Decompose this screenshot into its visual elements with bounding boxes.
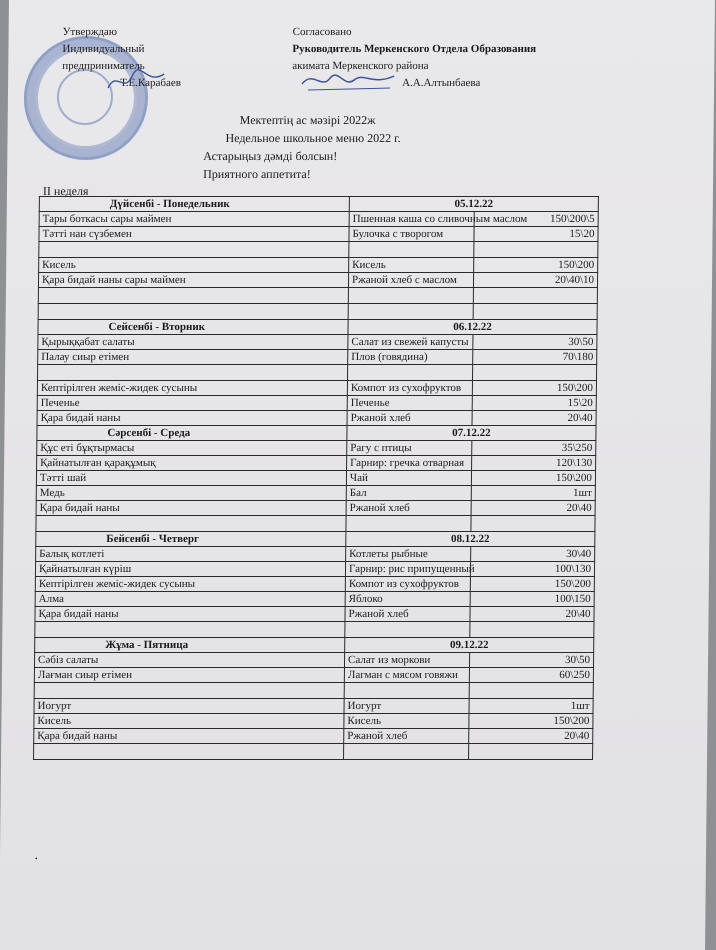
dish-kz: Палау сиыр етімен — [38, 350, 348, 365]
dish-ru: Компот из сухофруктов — [347, 381, 472, 396]
day-name: Бейсенбі - Четверг — [36, 532, 346, 547]
table-row — [35, 607, 594, 622]
dish-kz — [34, 683, 344, 699]
dish-kz — [36, 516, 346, 532]
day-header-row — [36, 532, 595, 547]
table-row — [37, 411, 596, 426]
dish-kz: Қайнатылған күріш — [35, 562, 345, 577]
portion-grams — [472, 365, 597, 381]
agreement-line: Согласовано — [292, 26, 352, 38]
dish-ru: Булочка с творогом — [349, 227, 474, 242]
table-row — [38, 350, 597, 365]
portion-grams: 150\200 — [470, 577, 595, 592]
dish-ru: Ржаной хлеб с маслом — [348, 273, 473, 288]
table-row — [34, 668, 593, 683]
dish-kz: Тәтті шай — [36, 471, 346, 486]
dish-ru: Ржаной хлеб — [344, 729, 469, 744]
dish-kz: Қара бидай наны — [34, 729, 344, 744]
dish-kz: Кисель — [34, 714, 344, 729]
portion-grams: 150\200 — [472, 381, 597, 396]
portion-grams: 120\130 — [471, 456, 596, 471]
dish-ru — [344, 744, 469, 760]
table-row — [36, 547, 595, 562]
table-row — [36, 471, 595, 486]
table-row — [39, 227, 598, 242]
dish-ru: Ржаной хлеб — [345, 607, 470, 622]
dish-ru — [349, 242, 474, 258]
portion-grams: 70\180 — [472, 350, 597, 365]
approval-line: Утверждаю — [62, 26, 118, 38]
menu-table — [33, 196, 599, 760]
day-date: 08.12.22 — [346, 532, 595, 547]
title-kz: Мектептің ас мәзірі 2022ж — [239, 113, 376, 127]
dish-kz: Тәтті нан сүзбемен — [39, 227, 349, 242]
dish-kz: Иогурт — [34, 699, 344, 714]
dish-ru: Ржаной хлеб — [347, 411, 472, 426]
table-row — [38, 335, 597, 350]
day-name: Сәрсенбі - Среда — [37, 426, 347, 441]
table-row — [39, 258, 598, 273]
dish-ru: Котлеты рыбные — [346, 547, 471, 562]
portion-grams: 20\40\10 — [473, 273, 598, 288]
table-row — [37, 381, 596, 396]
dish-kz — [35, 622, 345, 638]
dish-kz: Сәбіз салаты — [34, 653, 344, 668]
dish-ru: Рагу с птицы — [347, 441, 472, 456]
table-row — [38, 304, 597, 320]
table-row — [34, 714, 593, 729]
dish-kz: Қара бидай наны — [36, 501, 346, 516]
portion-grams — [470, 516, 595, 532]
portion-grams: 20\40 — [472, 411, 597, 426]
table-row — [34, 729, 593, 744]
portion-grams — [468, 744, 593, 760]
portion-grams: 150\200 — [471, 471, 596, 486]
approval-signer: Т.Е.Карабаев — [120, 77, 182, 89]
portion-grams: 20\40 — [468, 729, 593, 744]
portion-grams: 30\50 — [472, 335, 597, 350]
table-row — [34, 699, 593, 714]
portion-grams: 100\150 — [470, 592, 595, 607]
portion-grams: 150\200 — [473, 258, 598, 273]
table-row — [35, 577, 594, 592]
dish-kz: Қара бидай наны — [35, 607, 345, 622]
day-name: Жұма - Пятница — [35, 638, 345, 653]
approval-line: Индивидуальный — [62, 43, 145, 55]
dish-ru: Чай — [346, 471, 471, 486]
dish-kz — [34, 744, 344, 760]
day-date: 05.12.22 — [349, 197, 598, 212]
dish-kz — [39, 242, 349, 258]
table-row — [39, 212, 598, 227]
table-row — [36, 486, 595, 501]
portion-grams — [469, 683, 594, 699]
agreement-line: акимата Меркенского района — [292, 60, 429, 72]
dish-kz: Медь — [36, 486, 346, 501]
stray-mark: · — [33, 852, 39, 867]
portion-grams: 35\250 — [471, 441, 596, 456]
day-header-row — [39, 197, 598, 212]
portion-grams: 30\50 — [469, 653, 594, 668]
portion-grams: 100\130 — [470, 562, 595, 577]
dish-kz — [38, 304, 348, 320]
dish-kz: Құс еті бұқтырмасы — [37, 441, 347, 456]
portion-grams: 20\40 — [469, 607, 594, 622]
portion-grams: 1шт — [469, 699, 594, 714]
portion-grams: 150\200 — [468, 714, 593, 729]
agreement-line: Руководитель Меркенского Отдела Образования — [292, 43, 537, 55]
day-name: Сейсенбі - Вторник — [38, 320, 348, 335]
dish-kz — [38, 288, 348, 304]
dish-kz: Алма — [35, 592, 345, 607]
table-row — [34, 744, 593, 760]
portion-grams — [469, 622, 594, 638]
dish-kz: Кисель — [39, 258, 349, 273]
dish-ru — [348, 288, 473, 304]
table-row — [37, 396, 596, 411]
portion-grams: 20\40 — [471, 501, 596, 516]
day-header-row — [38, 320, 597, 335]
dish-kz: Тары боткасы сары маймен — [39, 212, 349, 227]
portion-grams: 30\40 — [470, 547, 595, 562]
day-date: 07.12.22 — [347, 426, 596, 441]
day-header-row — [35, 638, 594, 653]
portion-grams: 15\20 — [473, 227, 598, 242]
dish-kz: Балық котлеті — [36, 547, 346, 562]
dish-ru: Салат из свежей капусты — [348, 335, 473, 350]
table-row — [34, 653, 593, 668]
portion-grams: 150\200\5 — [474, 212, 599, 227]
dish-ru: Кисель — [344, 714, 469, 729]
portion-grams — [473, 288, 598, 304]
table-row — [39, 242, 598, 258]
dish-ru: Печенье — [347, 396, 472, 411]
dish-ru: Ржаной хлеб — [346, 501, 471, 516]
dish-kz: Печенье — [37, 396, 347, 411]
dish-ru — [347, 365, 472, 381]
portion-grams — [473, 304, 598, 320]
day-name: Дүйсенбі - Понедельник — [39, 197, 349, 212]
week-label: II неделя — [42, 184, 89, 198]
dish-ru: Иогурт — [344, 699, 469, 714]
dish-kz: Кептірілген жеміс-жидек сусыны — [37, 381, 347, 396]
table-row — [35, 622, 594, 638]
dish-kz — [37, 365, 347, 381]
dish-ru: Пшенная каша со сливочным маслом — [349, 212, 474, 227]
table-row — [38, 273, 597, 288]
dish-kz: Қара бидай наны сары маймен — [38, 273, 348, 288]
dish-ru: Бал — [346, 486, 471, 501]
handwritten-signature — [106, 66, 166, 96]
table-row — [38, 288, 597, 304]
table-row — [36, 516, 595, 532]
dish-ru: Компот из сухофруктов — [345, 577, 470, 592]
dish-ru: Плов (говядина) — [348, 350, 473, 365]
table-row — [35, 592, 594, 607]
agreement-signer: А.А.Алтынбаева — [402, 77, 481, 89]
dish-kz: Кептірілген жеміс-жидек сусыны — [35, 577, 345, 592]
title-ru: Недельное школьное меню 2022 г. — [225, 131, 401, 145]
table-row — [35, 562, 594, 577]
table-row — [36, 501, 595, 516]
dish-ru — [344, 683, 469, 699]
dish-ru: Салат из моркови — [344, 653, 469, 668]
dish-ru: Гарнир: рис припущенный — [345, 562, 470, 577]
table-row — [37, 456, 596, 471]
portion-grams: 15\20 — [472, 396, 597, 411]
dish-ru — [345, 622, 470, 638]
dish-ru: Яблоко — [345, 592, 470, 607]
dish-ru: Кисель — [349, 258, 474, 273]
table-row — [34, 683, 593, 699]
dish-kz: Қырыққабат салаты — [38, 335, 348, 350]
dish-ru — [346, 516, 471, 532]
table-row — [37, 441, 596, 456]
portion-grams: 60\250 — [469, 668, 594, 683]
dish-ru: Гарнир: гречка отварная — [347, 456, 472, 471]
dish-kz: Лағман сиыр етімен — [34, 668, 344, 683]
approval-line: предприниматель — [62, 60, 145, 72]
day-date: 06.12.22 — [348, 320, 597, 335]
wish-ru: Приятного аппетита! — [203, 167, 311, 181]
handwritten-signature — [298, 64, 398, 98]
day-header-row — [37, 426, 596, 441]
dish-ru: Лагман с мясом говяжи — [344, 668, 469, 683]
portion-grams: 1шт — [471, 486, 596, 501]
dish-ru — [348, 304, 473, 320]
dish-kz: Қара бидай наны — [37, 411, 347, 426]
day-date: 09.12.22 — [345, 638, 594, 653]
wish-kz: Астарыңыз дәмді болсын! — [203, 149, 338, 163]
portion-grams — [473, 242, 598, 258]
dish-kz: Қайнатылған қарақұмық — [37, 456, 347, 471]
table-row — [37, 365, 596, 381]
